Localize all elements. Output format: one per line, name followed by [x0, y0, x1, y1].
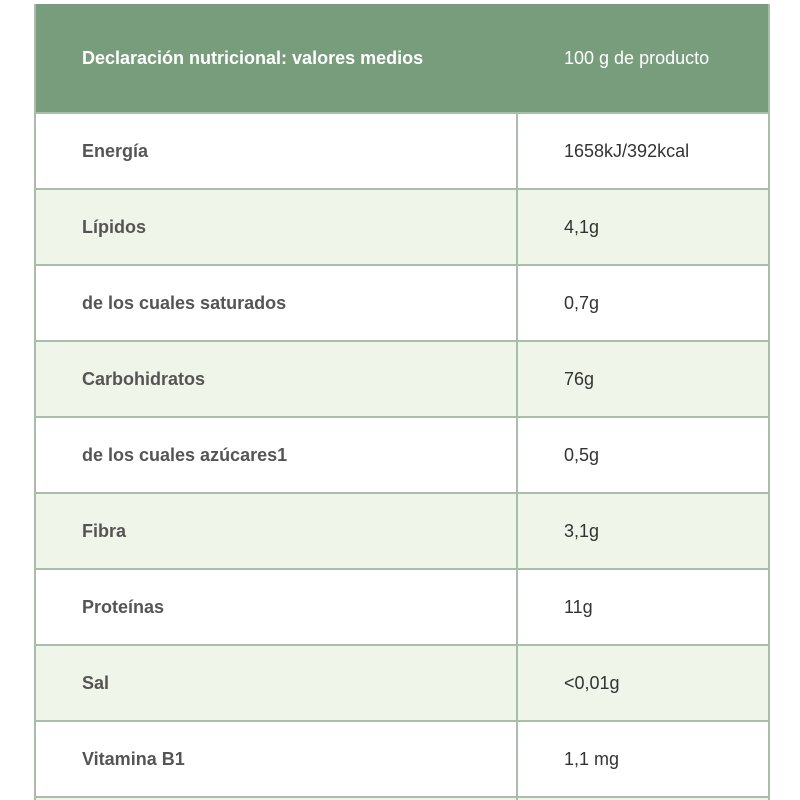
nutrient-value: 4,1g: [564, 216, 600, 237]
table-row: [36, 340, 768, 416]
nutrient-value: 1658kJ/392kcal: [564, 140, 690, 161]
nutrient-value: <0,01g: [564, 672, 620, 693]
nutrient-label: Sal: [36, 646, 518, 720]
nutrient-label: Vitamina B1: [36, 722, 518, 796]
nutrient-value: 0,5g: [564, 444, 600, 465]
nutrient-value: 76g: [564, 368, 595, 389]
table-row: [36, 568, 768, 644]
nutrient-label: Proteínas: [36, 570, 518, 644]
table-row: [36, 112, 768, 188]
table-row-partial: [36, 796, 768, 800]
header-quantity: 100 g de producto: [564, 48, 710, 68]
nutrient-label: Lípidos: [36, 190, 518, 264]
table-row: [36, 264, 768, 340]
nutrient-label: de los cuales azúcares1: [36, 418, 518, 492]
table-header: [36, 4, 768, 112]
nutrient-label: Carbohidratos: [36, 342, 518, 416]
table-row: [36, 416, 768, 492]
nutrient-value: 11g: [564, 596, 593, 617]
nutrient-value: 1,1 mg: [564, 748, 620, 769]
header-label: Declaración nutricional: valores medios: [82, 47, 424, 68]
nutrient-label: Energía: [36, 114, 518, 188]
nutrient-label: de los cuales saturados: [36, 266, 518, 340]
nutrient-label: Fibra: [36, 494, 518, 568]
nutrient-value: 0,7g: [564, 292, 600, 313]
table-row: [36, 720, 768, 796]
table-row: [36, 188, 768, 264]
table-row: [36, 492, 768, 568]
nutrition-table: [34, 4, 770, 800]
table-row: [36, 644, 768, 720]
nutrient-value: 3,1g: [564, 520, 600, 541]
